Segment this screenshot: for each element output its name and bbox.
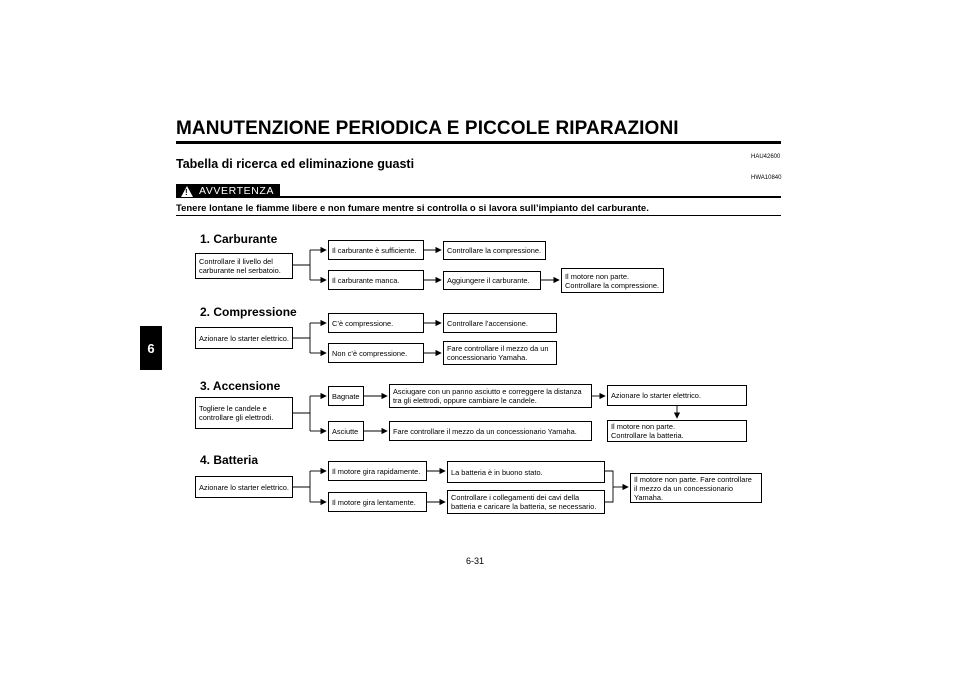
fuel-start-box: Controllare il livello del carburante nel serbatoio. — [195, 253, 293, 279]
warning-label: AVVERTENZA — [199, 185, 275, 197]
compression-check-ignition-box: Controllare l’accensione. — [443, 313, 557, 333]
battery-ok-box: La batteria è in buono stato. — [447, 461, 605, 483]
warning-triangle-icon: ! — [181, 186, 193, 197]
battery-end-box: Il motore non parte. Fare controllare il mezzo da un concessionario Yamaha. — [630, 473, 762, 503]
fuel-missing-box: Il carburante manca. — [328, 270, 424, 290]
heading-compression: 2. Compressione — [200, 305, 297, 319]
battery-slow-box: Il motore gira lentamente. — [328, 492, 427, 512]
fuel-engine-no-start-box: Il motore non parte. Controllare la compressione. — [561, 268, 664, 293]
battery-charge-box: Controllare i collegamenti dei cavi della batteria e caricare la batteria, se necessario. — [447, 490, 605, 514]
ignition-dry-box: Asciutte — [328, 421, 364, 441]
battery-fast-box: Il motore gira rapidamente. — [328, 461, 427, 481]
compression-dealer-box: Fare controllare il mezzo da un concessionario Yamaha. — [443, 341, 557, 365]
fuel-add-box: Aggiungere il carburante. — [443, 271, 541, 290]
ignition-check-battery-box: Il motore non parte. Controllare la batteria. — [607, 420, 747, 442]
ignition-wet-box: Bagnate — [328, 386, 364, 406]
ref-code-section: HAU42600 — [751, 154, 781, 160]
ignition-starter-box: Azionare lo starter elettrico. — [607, 385, 747, 406]
heading-ignition: 3. Accensione — [200, 379, 281, 393]
ref-code-warning: HWA10840 — [751, 175, 782, 181]
warning-text: Tenere lontane le fiamme libere e non fumare mentre si controlla o si lavora sull’impianto del carburante. — [176, 203, 649, 214]
chapter-tab: 6 — [140, 326, 162, 370]
fuel-sufficient-box: Il carburante è sufficiente. — [328, 240, 424, 260]
section-title: Tabella di ricerca ed eliminazione guasti — [176, 157, 415, 171]
fuel-check-compression-box: Controllare la compressione. — [443, 241, 546, 260]
compression-yes-box: C’è compressione. — [328, 313, 424, 333]
ignition-dealer-box: Fare controllare il mezzo da un concessionario Yamaha. — [389, 421, 592, 441]
heading-fuel: 1. Carburante — [200, 232, 278, 246]
page-number: 6-31 — [466, 556, 485, 566]
ignition-start-box: Togliere le candele e controllare gli elettrodi. — [195, 397, 293, 429]
page-title: MANUTENZIONE PERIODICA E PICCOLE RIPARAZIONI — [176, 118, 679, 139]
ignition-dry-clean-box: Asciugare con un panno asciutto e correggere la distanza tra gli elettrodi, oppure cambiare le candele. — [389, 384, 592, 408]
compression-start-box: Azionare lo starter elettrico. — [195, 327, 293, 349]
compression-no-box: Non c’è compressione. — [328, 343, 424, 363]
heading-battery: 4. Batteria — [200, 453, 259, 467]
battery-start-box: Azionare lo starter elettrico. — [195, 476, 293, 498]
